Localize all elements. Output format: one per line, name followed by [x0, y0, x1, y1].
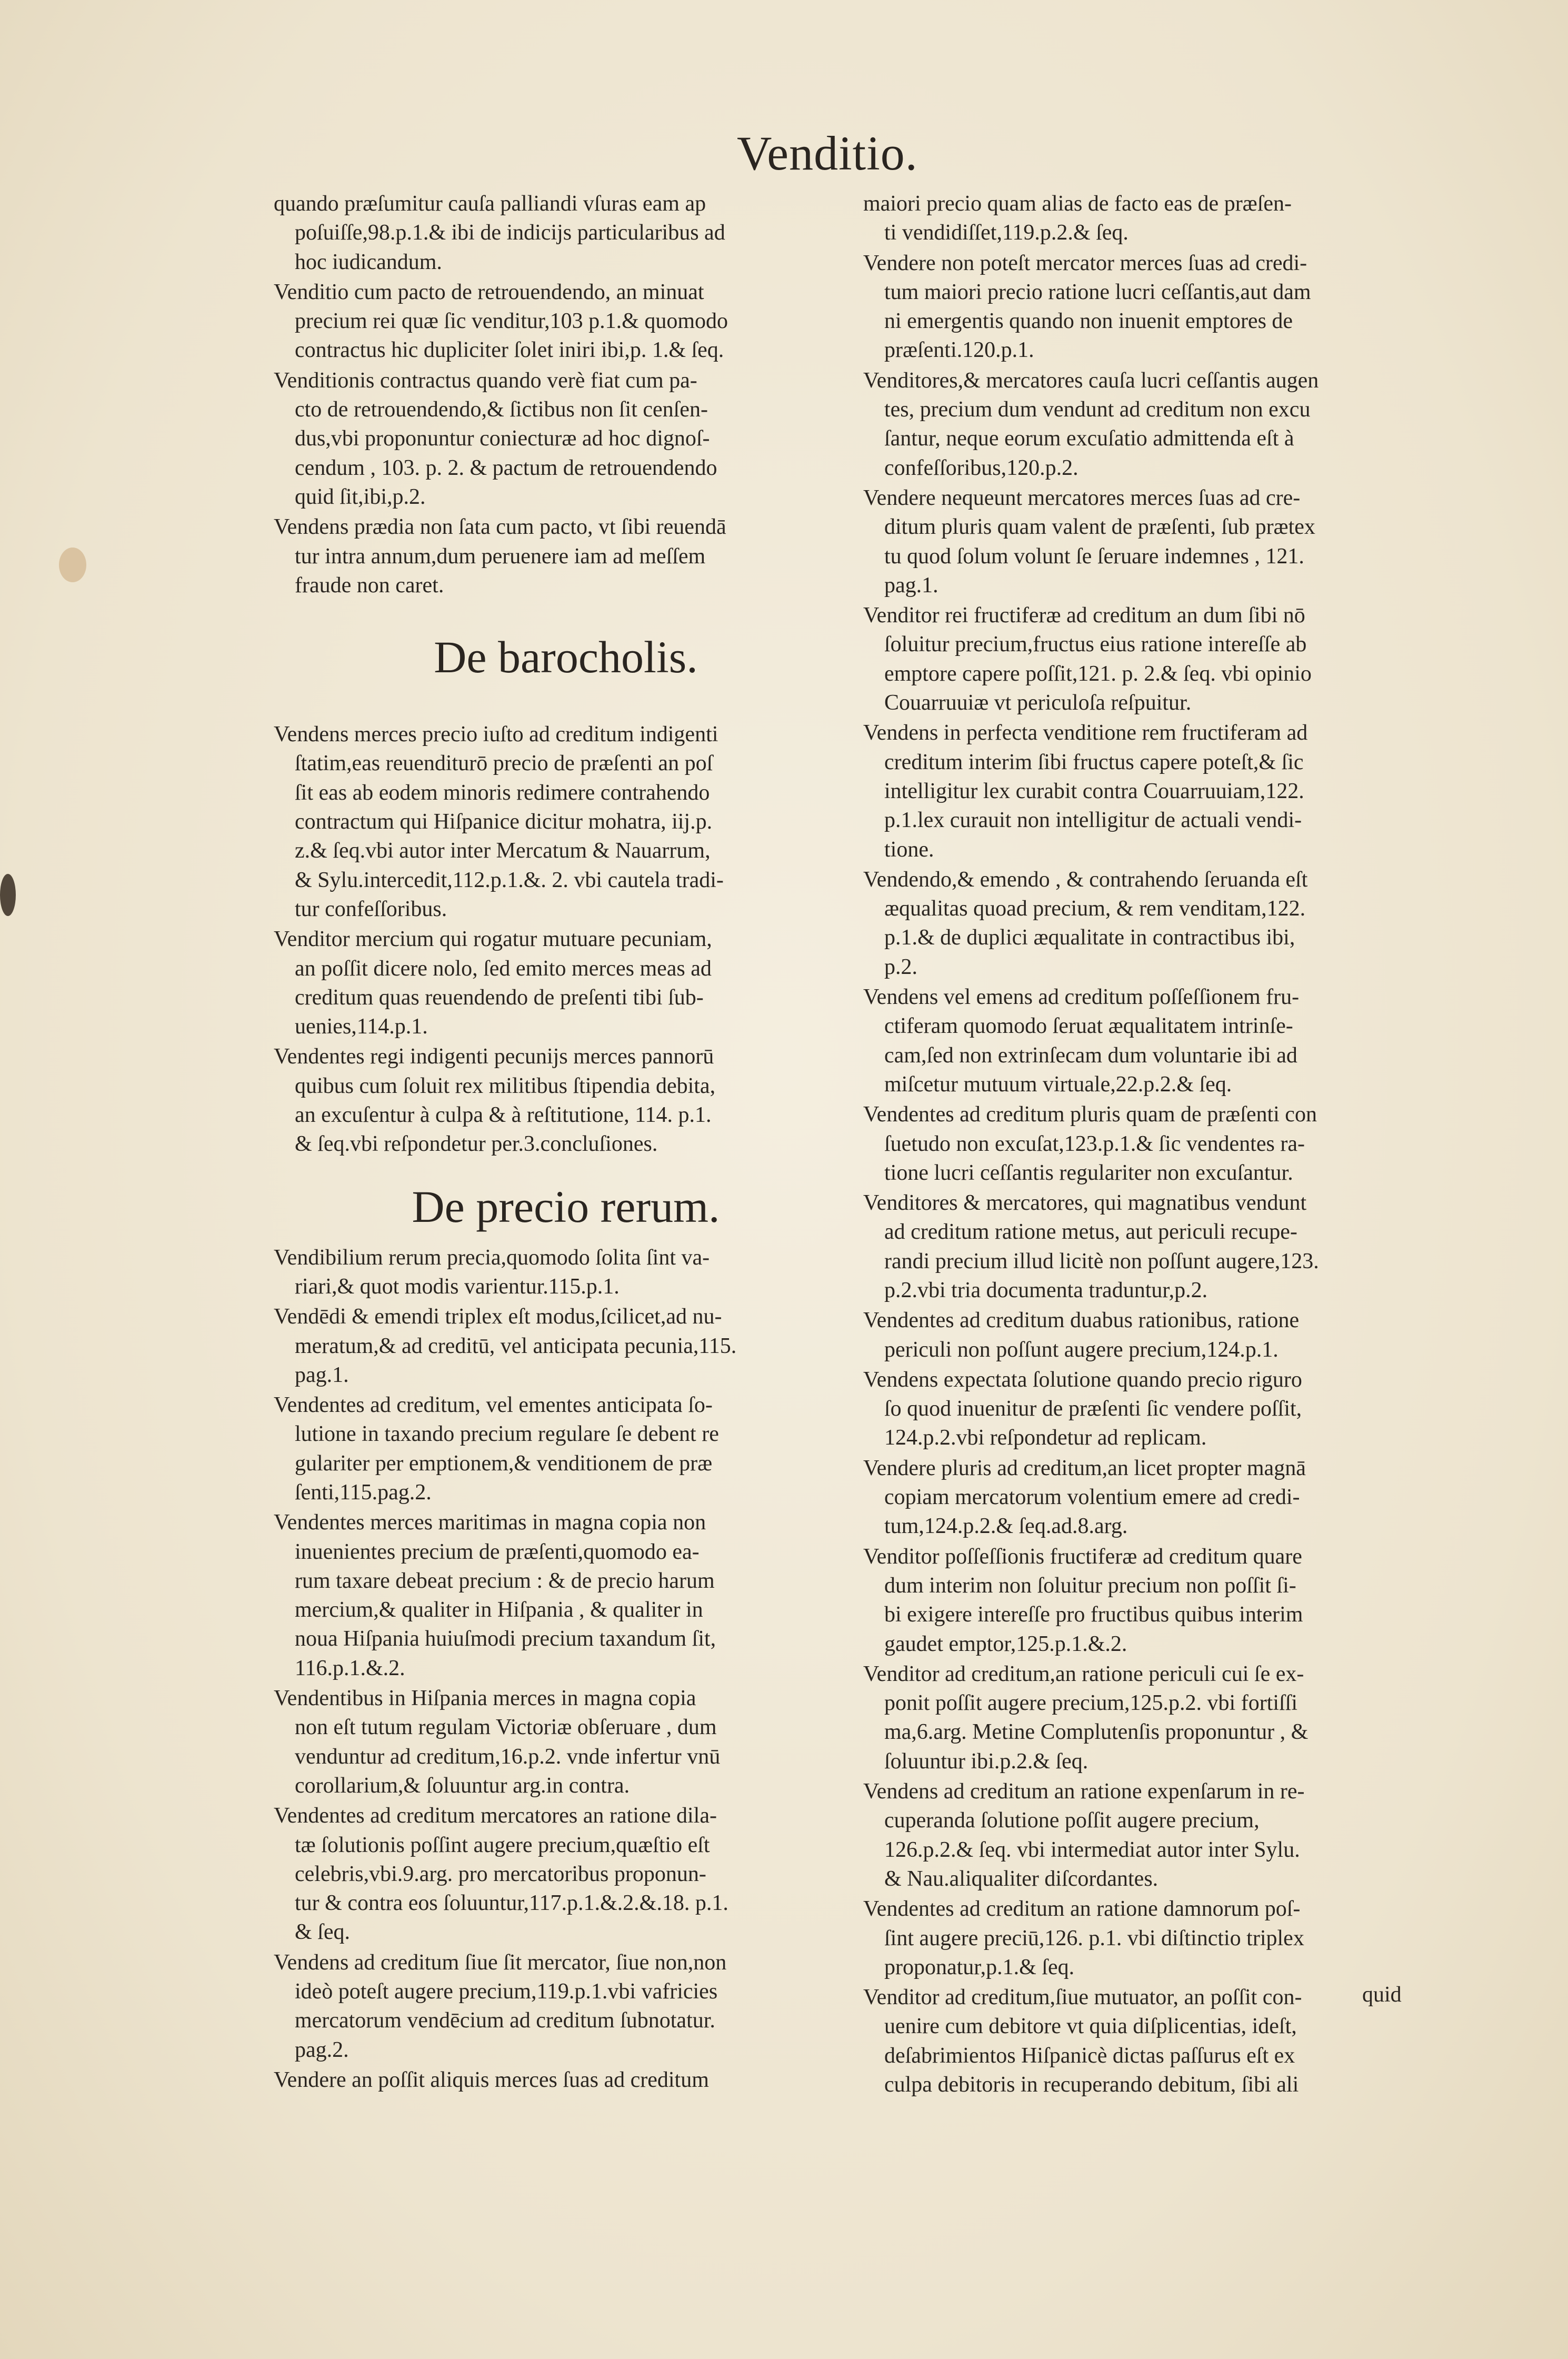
index-entry: Venditio cum pacto de retrouendendo, an minuat precium rei quæ ſic venditur,103 p.1.& quomodo contractus hic dupliciter ſolet iniri ibi,p. 1.& ſeq.	[274, 280, 728, 363]
index-entry: Venditores & mercatores, qui magnatibus vendunt ad creditum ratione metus, aut periculi recupe- randi precium illud licitè non poſſunt augere,123. p.2.vbi tria documenta traduntur,p.2.	[863, 1191, 1319, 1302]
left-column	[274, 190, 858, 2096]
index-entry: Vendentes ad creditum pluris quam de præſenti con ſuetudo non excuſat,123.p.1.& ſic vendentes ra- tione lucri ceſſantis regulariter non excuſantur.	[863, 1102, 1317, 1185]
index-entry: Vendendo,& emendo , & contrahendo ſeruanda eſt æqualitas quoad precium, & rem venditam,122. p.1.& de duplici æqualitate in contractibus ibi, p.2.	[863, 867, 1308, 979]
index-entry: Venditor poſſeſſionis fructiferæ ad creditum quare dum interim non ſoluitur precium non poſſit ſi- bi exigere intereſſe pro fructibus quibus interim gaudet emptor,125.p.1.&.2.	[863, 1544, 1303, 1656]
running-head: Venditio.	[737, 126, 918, 180]
section-heading-barocholis: De barocholis.	[434, 632, 698, 683]
edge-stain	[0, 874, 16, 916]
index-entry: Venditionis contractus quando verè fiat cum pa- cto de retrouendendo,& ſictibus non ſit cenſen- dus,vbi proponuntur coniecturæ ad hoc dignoſ- cendum , 103. p. 2. & pactum de retrouendendo quid ſit,ibi,p.2.	[274, 368, 717, 509]
index-entry: Vendentes ad creditum duabus rationibus, ratione periculi non poſſunt augere precium,124.p.1.	[863, 1308, 1300, 1362]
index-entry: Vendere an poſſit aliquis merces ſuas ad creditum	[274, 2067, 709, 2092]
index-entry: Vendens merces precio iuſto ad creditum indigenti ſtatim,eas reuenditurō precio de præſenti an poſ ſit eas ab eodem minoris redimere contrahendo contractum qui Hiſpanice dicitur mohatra, iij.p. z.& ſeq.vbi autor inter Mercatum & Nauarrum, & Sylu.intercedit,112.p.1.&. 2. vbi cautela tradi- tur confeſſoribus.	[274, 722, 724, 921]
index-entry: Vendere pluris ad creditum,an licet propter magnā copiam mercatorum volentium emere ad credi- tum,124.p.2.& ſeq.ad.8.arg.	[863, 1456, 1306, 1539]
catchword: quid	[1362, 1983, 1402, 2007]
index-entry: Vendens vel emens ad creditum poſſeſſionem fru- ctiferam quomodo ſeruat æqualitatem intrinſe- cam,ſed non extrinſecam dum voluntarie ibi ad miſcetur mutuum virtuale,22.p.2.& ſeq.	[863, 985, 1300, 1097]
index-entry: Vendentes ad creditum an ratione damnorum poſ- ſint augere preciū,126. p.1. vbi diſtinctio triplex proponatur,p.1.& ſeq.	[863, 1897, 1304, 1979]
ink-stain	[59, 548, 86, 582]
index-entry: Vendentes ad creditum, vel ementes anticipata ſo- lutione in taxando precium regulare ſe debent re gulariter per emptionem,& venditionem de præ ſenti,115.pag.2.	[274, 1393, 719, 1505]
index-entry: Vendentes ad creditum mercatores an ratione dila- tæ ſolutionis poſſint augere precium,quæſtio eſt celebris,vbi.9.arg. pro mercatoribus proponun- tur & contra eos ſoluuntur,117.p.1.&.2.&.18. p.1. & ſeq.	[274, 1804, 728, 1945]
index-entry: Vendentes merces maritimas in magna copia non inuenientes precium de præſenti,quomodo ea- rum taxare debeat precium : & de precio harum mercium,& qualiter in Hiſpania , & qualiter in noua Hiſpania huiuſmodi precium taxandum ſit, 116.p.1.&.2.	[274, 1510, 716, 1680]
index-entry: Vendentibus in Hiſpania merces in magna copia non eſt tutum regulam Victoriæ obſeruare , dum venduntur ad creditum,16.p.2. vnde infertur vnū corollarium,& ſoluuntur arg.in contra.	[274, 1686, 721, 1798]
index-entry: Vendere non poteſt mercator merces ſuas ad credi- tum maiori precio ratione lucri ceſſantis,aut dam ni emergentis quando non inuenit emptores de præſenti.120.p.1.	[863, 251, 1311, 363]
right-column	[863, 190, 1447, 2101]
index-entry: Venditores,& mercatores cauſa lucri ceſſantis augen tes, precium dum vendunt ad creditum non excu ſantur, neque eorum excuſatio admittenda eſt à confeſſoribus,120.p.2.	[863, 368, 1319, 480]
index-entry: Vendentes regi indigenti pecunijs merces pannorū quibus cum ſoluit rex militibus ſtipendia debita, an excuſentur à culpa & à reſtitutione, 114. p.1. & ſeq.vbi reſpondetur per.3.concluſiones.	[274, 1044, 716, 1157]
index-entry: Vendens ad creditum an ratione expenſarum in re- cuperanda ſolutione poſſit augere precium, 126.p.2.& ſeq. vbi intermediat autor inter Sylu. & Nau.aliqualiter diſcordantes.	[863, 1779, 1305, 1891]
index-entry: Vendibilium rerum precia,quomodo ſolita ſint va- riari,& quot modis varientur.115.p.1.	[274, 1245, 710, 1299]
index-entry: Venditor rei fructiferæ ad creditum an dum ſibi nō ſoluitur precium,fructus eius ratione intereſſe ab emptore capere poſſit,121. p. 2.& ſeq. vbi opinio Couarruuiæ vt periculoſa reſpuitur.	[863, 603, 1312, 715]
index-entry: Vendens ad creditum ſiue ſit mercator, ſiue non,non ideò poteſt augere precium,119.p.1.vbi vafricies mercatorum vendēcium ad creditum ſubnotatur. pag.2.	[274, 1950, 727, 2062]
index-entry: quando præſumitur cauſa palliandi vſuras eam ap poſuiſſe,98.p.1.& ibi de indicijs particularibus ad hoc iudicandum.	[274, 192, 725, 274]
index-entry: Venditor ad creditum,ſiue mutuator, an poſſit con- uenire cum debitore vt quia diſplicentias, ideſt, deſabrimientos Hiſpanicè dictas paſſurus eſt ex culpa debitoris in recuperando debitum, ſibi ali	[863, 1985, 1302, 2097]
index-entry: Venditor mercium qui rogatur mutuare pecuniam, an poſſit dicere nolo, ſed emito merces meas ad creditum quas reuendendo de preſenti tibi ſub- uenies,114.p.1.	[274, 927, 712, 1039]
index-entry: Venditor ad creditum,an ratione periculi cui ſe ex- ponit poſſit augere precium,125.p.2. vbi fortiſſi ma,6.arg. Metine Complutenſis proponuntur , & ſoluuntur ibi.p.2.& ſeq.	[863, 1661, 1309, 1774]
section-heading-precio-rerum: De precio rerum.	[412, 1181, 720, 1232]
index-entry: maiori precio quam alias de facto eas de præſen- ti vendidiſſet,119.p.2.& ſeq.	[863, 192, 1292, 245]
index-entry: Vendens in perfecta venditione rem fructiferam ad creditum interim ſibi fructus capere poteſt,& ſic intelligitur lex curabit contra Couarruuiam,122. p.1.lex curauit non intelligitur de actuali vendi- tione.	[863, 721, 1308, 862]
index-entry: Vendēdi & emendi triplex eſt modus,ſcilicet,ad nu- meratum,& ad creditū, vel anticipata pecunia,115. pag.1.	[274, 1305, 737, 1387]
index-entry: Vendens expectata ſolutione quando precio riguro ſo quod inuenitur de præſenti ſic vendere poſſit, 124.p.2.vbi reſpondetur ad replicam.	[863, 1367, 1302, 1450]
index-entry: Vendens prædia non ſata cum pacto, vt ſibi reuendā tur intra annum,dum peruenere iam ad meſſem fraude non caret.	[274, 515, 726, 598]
index-entry: Vendere nequeunt mercatores merces ſuas ad cre- ditum pluris quam valent de præſenti, ſub prætex tu quod ſolum volunt ſe ſeruare indemnes , 121. pag.1.	[863, 485, 1315, 598]
